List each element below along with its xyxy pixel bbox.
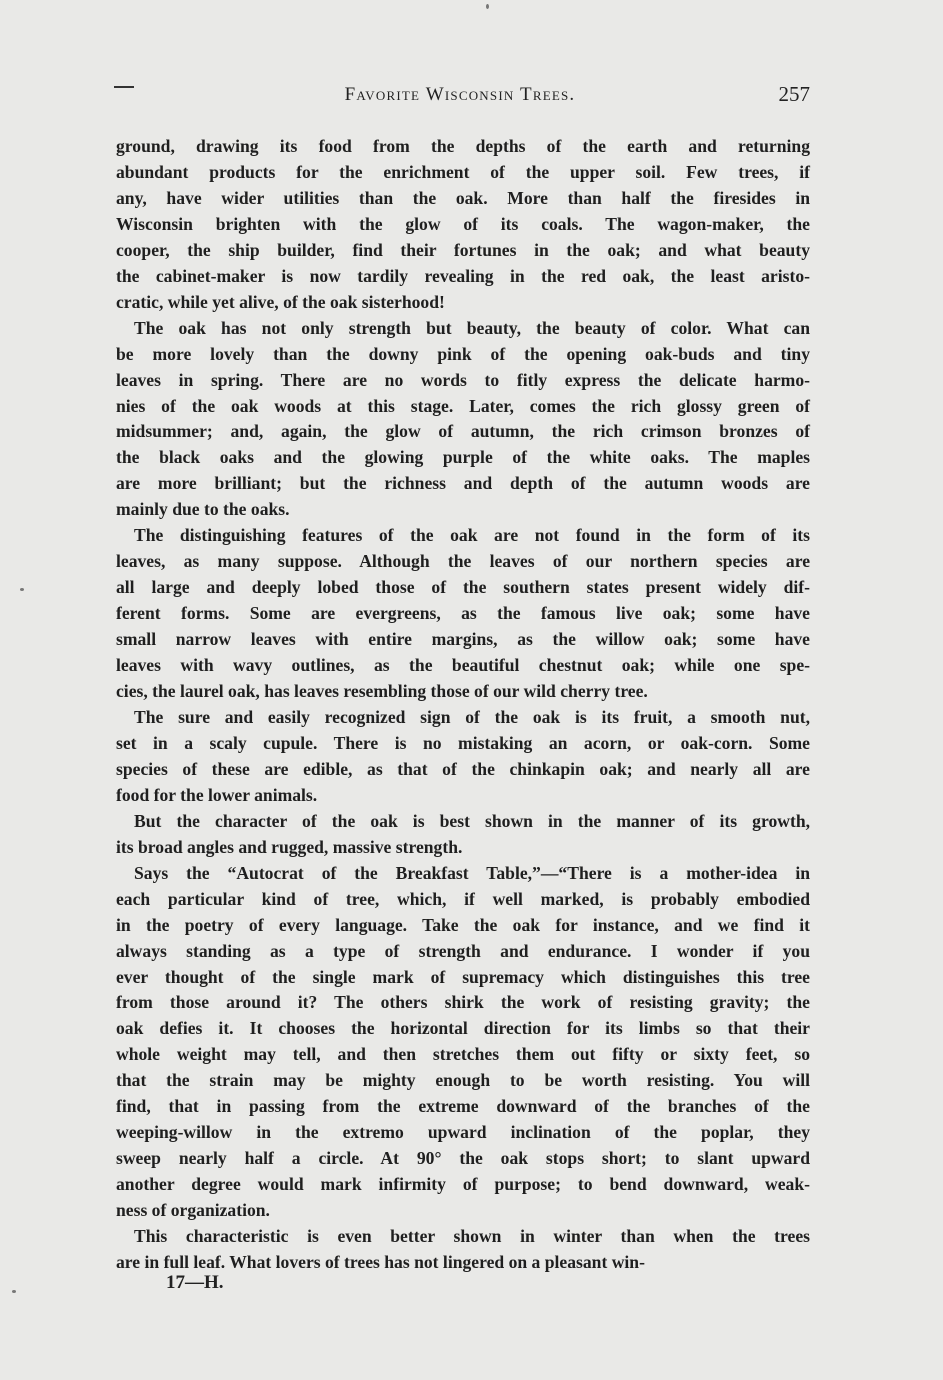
- text-line: This characteristic is even better shown in winter than when the trees: [134, 1226, 810, 1247]
- print-speck: [20, 588, 24, 591]
- text-line: nies of the oak woods at this stage. Later, comes the rich glossy green of: [116, 395, 810, 416]
- text-line: the cabinet-maker is now tardily revealing in the red oak, the least aristo-: [116, 265, 810, 286]
- text-line: from those around it? The others shirk the work of resisting gravity; the: [116, 992, 810, 1013]
- text-line: cies, the laurel oak, has leaves resembling those of our wild cherry tree.: [116, 681, 648, 702]
- text-line: food for the lower animals.: [116, 784, 318, 805]
- text-line: The oak has not only strength but beauty, the beauty of color. What can: [134, 317, 810, 338]
- text-line: are more brilliant; but the richness and depth of the autumn woods are: [116, 473, 810, 494]
- signature-mark: 17—H.: [166, 1272, 224, 1293]
- text-line: its broad angles and rugged, massive strength.: [116, 836, 463, 857]
- text-line: But the character of the oak is best shown in the manner of its growth,: [134, 810, 810, 831]
- text-line: weeping-willow in the extremo upward inclination of the poplar, they: [116, 1122, 810, 1143]
- text-line: oak defies it. It chooses the horizontal direction for its limbs so that their: [116, 1018, 810, 1039]
- text-line: ever thought of the single mark of supremacy which distinguishes this tree: [116, 966, 810, 987]
- paragraph: [116, 316, 810, 524]
- text-line: leaves, as many suppose. Although the leaves of our northern species are: [116, 551, 810, 572]
- text-line: find, that in passing from the extreme downward of the branches of the: [116, 1096, 810, 1117]
- text-line: cooper, the ship builder, find their fortunes in the oak; and what beauty: [116, 239, 810, 260]
- text-line: in the poetry of every language. Take the oak for instance, and we find it: [116, 914, 810, 935]
- text-line: midsummer; and, again, the glow of autumn, the rich crimson bronzes of: [116, 421, 810, 442]
- text-line: Says the “Autocrat of the Breakfast Table,”—“There is a mother-idea in: [134, 862, 810, 883]
- text-line: The sure and easily recognized sign of the oak is its fruit, a smooth nut,: [134, 706, 810, 727]
- text-line: set in a scaly cupule. There is no mistaking an acorn, or oak-corn. Some: [116, 732, 810, 753]
- paragraph: [116, 134, 810, 316]
- print-speck: [486, 4, 489, 9]
- text-line: are in full leaf. What lovers of trees has not lingered on a pleasant win-: [116, 1251, 645, 1272]
- text-line: be more lovely than the downy pink of the opening oak-buds and tiny: [116, 343, 810, 364]
- text-line: The distinguishing features of the oak are not found in the form of its: [134, 525, 810, 546]
- paragraph: [116, 861, 810, 1224]
- text-line: ground, drawing its food from the depths of the earth and returning: [116, 136, 810, 156]
- body-text: [116, 134, 810, 1276]
- text-line: that the strain may be mighty enough to be worth resisting. You will: [116, 1070, 810, 1091]
- text-line: another degree would mark infirmity of purpose; to bend downward, weak-: [116, 1174, 810, 1195]
- paragraph: [116, 705, 810, 809]
- text-line: ness of organization.: [116, 1200, 270, 1221]
- text-line: each particular kind of tree, which, if well marked, is probably embodied: [116, 888, 810, 909]
- text-line: any, have wider utilities than the oak. More than half the firesides in: [116, 187, 810, 208]
- header-title: Favorite Wisconsin Trees.: [344, 84, 576, 105]
- text-line: sweep nearly half a circle. At 90° the oak stops short; to slant upward: [116, 1148, 810, 1169]
- text-line: always standing as a type of strength and endurance. I wonder if you: [116, 940, 810, 961]
- page-number: 257: [778, 82, 810, 106]
- text-line: ferent forms. Some are evergreens, as the famous live oak; some have: [116, 603, 810, 624]
- running-header: [110, 82, 810, 112]
- text-line: cratic, while yet alive, of the oak sisterhood!: [116, 291, 445, 312]
- text-line: abundant products for the enrichment of the upper soil. Few trees, if: [116, 161, 810, 182]
- print-speck: [12, 1290, 16, 1293]
- paragraph: [116, 809, 810, 861]
- text-line: leaves with wavy outlines, as the beautiful chestnut oak; while one spe-: [116, 655, 810, 676]
- text-line: mainly due to the oaks.: [116, 499, 290, 520]
- text-line: Wisconsin brighten with the glow of its coals. The wagon-maker, the: [116, 213, 810, 234]
- paragraph: [116, 1224, 810, 1276]
- text-line: species of these are edible, as that of the chinkapin oak; and nearly all are: [116, 758, 810, 779]
- text-line: small narrow leaves with entire margins, as the willow oak; some have: [116, 629, 810, 650]
- text-line: all large and deeply lobed those of the southern states present widely dif-: [116, 577, 810, 598]
- text-line: the black oaks and the glowing purple of the white oaks. The maples: [116, 447, 810, 468]
- text-line: whole weight may tell, and then stretches them out fifty or sixty feet, so: [116, 1044, 810, 1065]
- text-line: leaves in spring. There are no words to fitly express the delicate harmo-: [116, 369, 810, 390]
- paragraph: [116, 523, 810, 705]
